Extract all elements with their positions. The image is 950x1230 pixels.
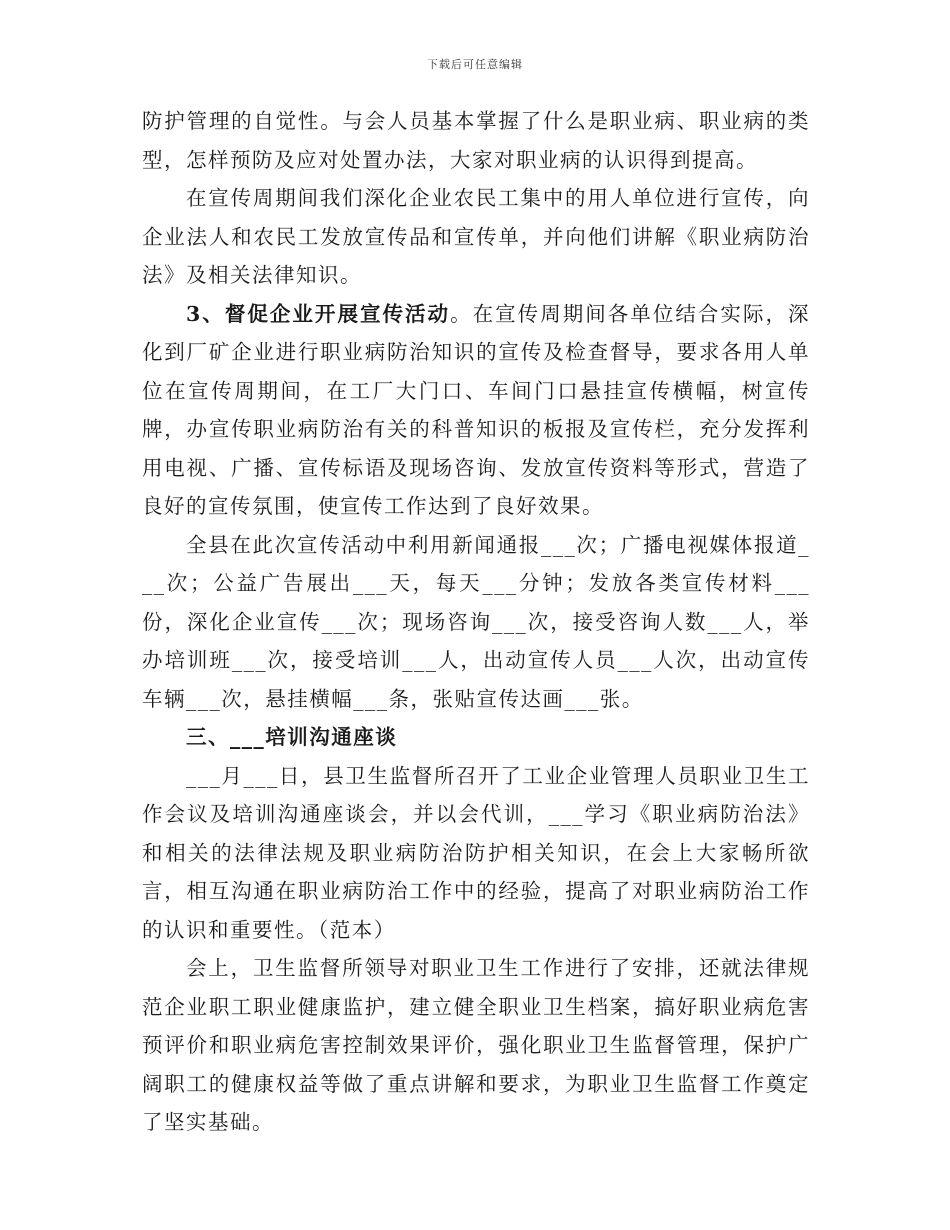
paragraph-1: 防护管理的自觉性。与会人员基本掌握了什么是职业病、职业病的类型，怎样预防及应对处置办法，大家对职业病的认识得到提高。 <box>142 109 810 172</box>
paragraph-3-body: 。在宣传周期间各单位结合实际，深化到厂矿企业进行职业病防治知识的宣传及检查督导，要求各用人单位在宣传周期间，在工厂大门口、车间门口悬挂宣传横幅，树宣传牌，办宣传职业病防治有关的科普知识的板报及宣传栏，充分发挥利用电视、广播、宣传标语及现场咨询、发放宣传资料等形式，营造了良好的宣传氛围，使宣传工作达到了良好效果。 <box>142 301 811 518</box>
paragraph-3-lead: 3、督促企业开展宣传活动 <box>186 301 451 326</box>
paragraph-5: ___月___日，县卫生监督所召开了工业企业管理人员职业卫生工作会议及培训沟通座谈会，并以会代训，___学习《职业病防治法》和相关的法律法规及职业病防治防护相关知识，在会上大家畅所欲言，相互沟通在职业病防治工作中的经验，提高了对职业病防治工作的认识和重要性。（范本） <box>142 763 810 942</box>
paragraph-4: 全县在此次宣传活动中利用新闻通报___次；广播电视媒体报道___次；公益广告展出___天，每天___分钟；发放各类宣传材料___份，深化企业宣传___次；现场咨询___次，接受咨询人数___人，举办培训班___次，接受培训___人，出动宣传人员___人次，出动宣传车辆___次，悬挂横幅___条，张贴宣传达画___张。 <box>142 532 810 711</box>
paragraph-6: 会上，卫生监督所领导对职业卫生工作进行了安排，还就法律规范企业职工职业健康监护，建立健全职业卫生档案，搞好职业病危害预评价和职业病危害控制效果评价，强化职业卫生监督管理，保护广阔职工的健康权益等做了重点讲解和要求，为职业卫生监督工作奠定了坚实基础。 <box>142 956 810 1134</box>
page-header-note: 下载后可任意编辑 <box>427 58 523 71</box>
paragraph-3 <box>142 295 810 526</box>
section-heading-3: 三、___培训沟通座谈 <box>186 725 398 749</box>
paragraph-2: 在宣传周期间我们深化企业农民工集中的用人单位进行宣传，向企业法人和农民工发放宣传品和宣传单，并向他们讲解《职业病防治法》及相关法律知识。 <box>142 186 810 287</box>
document-body <box>142 102 810 1142</box>
